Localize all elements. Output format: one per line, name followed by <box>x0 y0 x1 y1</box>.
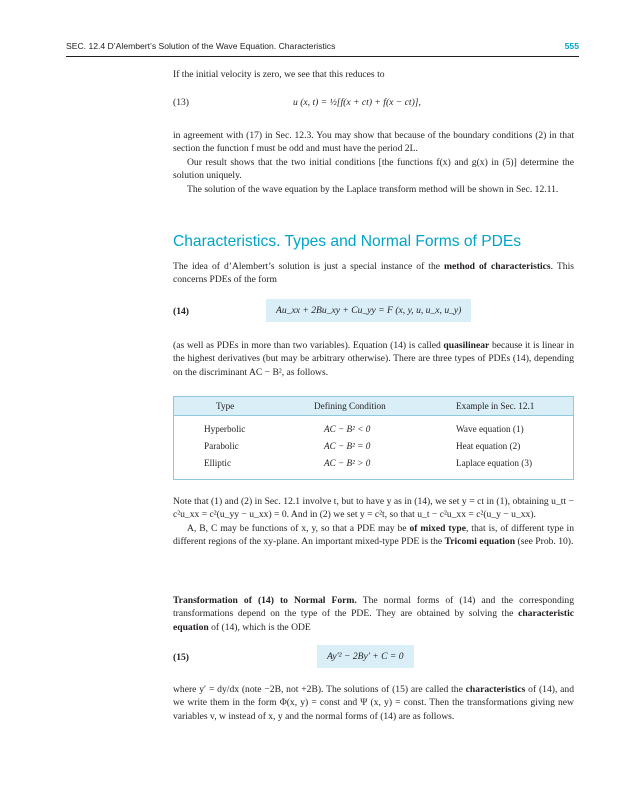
table-header-example: Example in Sec. 12.1 <box>456 401 535 411</box>
section-paragraph-1 <box>173 260 574 287</box>
equation-13 <box>173 95 574 113</box>
term-tricomi-equation: Tricomi equation <box>444 536 516 548</box>
section-paragraph-2-block <box>173 339 574 379</box>
text-run: The normal forms of (14) and the corresponding transformations depend on the type of the PDE. They are obtained by solving the <box>173 595 574 620</box>
equation-13-body: u (x, t) = ½[f(x + ct) + f(x − ct)], <box>293 97 421 108</box>
term-quasilinear: quasilinear <box>443 340 490 351</box>
header-section-title: SEC. 12.4 D’Alembert’s Solution of the Wave Equation. Characteristics <box>66 41 336 51</box>
text-run: because it is linear in the highest derivatives (but may be arbitrary otherwise). There are three types of PDEs (14), depending on the discriminant AC − B², as follows. <box>173 340 574 378</box>
text-run: A, B, C may be functions of x, y, so that a PDE may be <box>187 522 410 534</box>
intro-paragraphs <box>173 129 574 196</box>
table-cell-type: Hyperbolic <box>204 424 246 434</box>
text-run: of (14), which is the ODE <box>208 621 311 633</box>
table-cell-condition: AC − B² < 0 <box>324 424 371 434</box>
after-table-paragraph-2 <box>173 522 574 549</box>
intro-paragraph-1: in agreement with (17) in Sec. 12.3. You may show that because of the boundary conditions (2) in that section the function f must be odd and must have the period 2L. <box>173 130 574 155</box>
table-cell-example: Heat equation (2) <box>456 441 521 451</box>
table-cell-example: Laplace equation (3) <box>456 458 533 468</box>
text-run: (as well as PDEs in more than two variables). Equation (14) is called <box>173 340 444 351</box>
term-characteristic-equation: characteristic equation <box>173 608 574 633</box>
table-cell-example: Wave equation (1) <box>456 424 524 434</box>
text-run: The idea of d’Alembert’s solution is just a special instance of the <box>173 261 445 272</box>
table-header-condition: Defining Condition <box>314 401 386 411</box>
table-cell-type: Elliptic <box>204 458 232 468</box>
running-header <box>66 41 579 55</box>
equation-14-body: Au_xx + 2Bu_xy + Cu_yy = F (x, y, u, u_x, u_y) <box>276 305 462 316</box>
section-title: Characteristics. Types and Normal Forms of PDEs <box>173 233 522 250</box>
table-header-type: Type <box>216 401 235 411</box>
table-cell-type: Parabolic <box>204 441 239 451</box>
text-run: (see Prob. 10). <box>515 536 574 548</box>
transformation-paragraph-2 <box>173 683 574 723</box>
term-method-of-characteristics: method of characteristics <box>444 261 551 272</box>
equation-14-box <box>266 299 471 322</box>
section-intro <box>173 260 574 287</box>
after-table-paragraph-1: Note that (1) and (2) in Sec. 12.1 involve t, but to have y as in (14), we set y = ct in (1), obtaining u_tt − c²u_xx = c²(u_yy − u_xx) = 0. And in (2) we set y = c²t, so that u_t − c²u_xx = c²(u_y − u_xx). <box>173 496 574 521</box>
equation-15-box <box>317 645 414 668</box>
table-cell-condition: AC − B² > 0 <box>324 458 371 468</box>
after-table-block <box>173 495 574 549</box>
text-run: where y′ = dy/dx (note −2B, not +2B). The solutions of (15) are called the <box>173 684 466 695</box>
term-characteristics: characteristics <box>465 684 526 695</box>
header-rule <box>66 56 579 57</box>
equation-number-13: (13) <box>173 97 189 108</box>
section-paragraph-2 <box>173 339 574 379</box>
intro-sentence: If the initial velocity is zero, we see that this reduces to <box>173 69 385 80</box>
intro-line <box>173 68 574 81</box>
transformation-block-2 <box>173 683 574 723</box>
equation-number-15: (15) <box>173 652 189 663</box>
transformation-paragraph <box>173 594 574 634</box>
transformation-heading: Transformation of (14) to Normal Form. <box>173 595 357 606</box>
term-mixed-type: of mixed type <box>409 522 466 534</box>
table-cell-condition: AC − B² = 0 <box>324 441 371 451</box>
intro-paragraph-2: Our result shows that the two initial conditions [the functions f(x) and g(x) in (5)] determine the solution uniquely. <box>173 156 574 182</box>
text-run: of (14), and we write them in the form Φ(x, y) = const and Ψ (x, y) = const. Then the transformations giving new variables v, w instead of x, y and the normal forms of (14) are as follows. <box>173 684 575 722</box>
text-run: , that is, of different type in different regions of the xy-plane. An important mixed-type PDE is the <box>173 522 574 548</box>
text-run: . This concerns PDEs of the form <box>173 261 574 286</box>
page-number: 555 <box>564 41 579 51</box>
pde-types-table <box>173 396 574 480</box>
transformation-block <box>173 594 574 634</box>
equation-number-14: (14) <box>173 306 189 317</box>
intro-paragraph-3: The solution of the wave equation by the Laplace transform method will be shown in Sec. 12.11. <box>187 183 559 195</box>
equation-15-body: Ay′² − 2By′ + C = 0 <box>327 651 404 662</box>
